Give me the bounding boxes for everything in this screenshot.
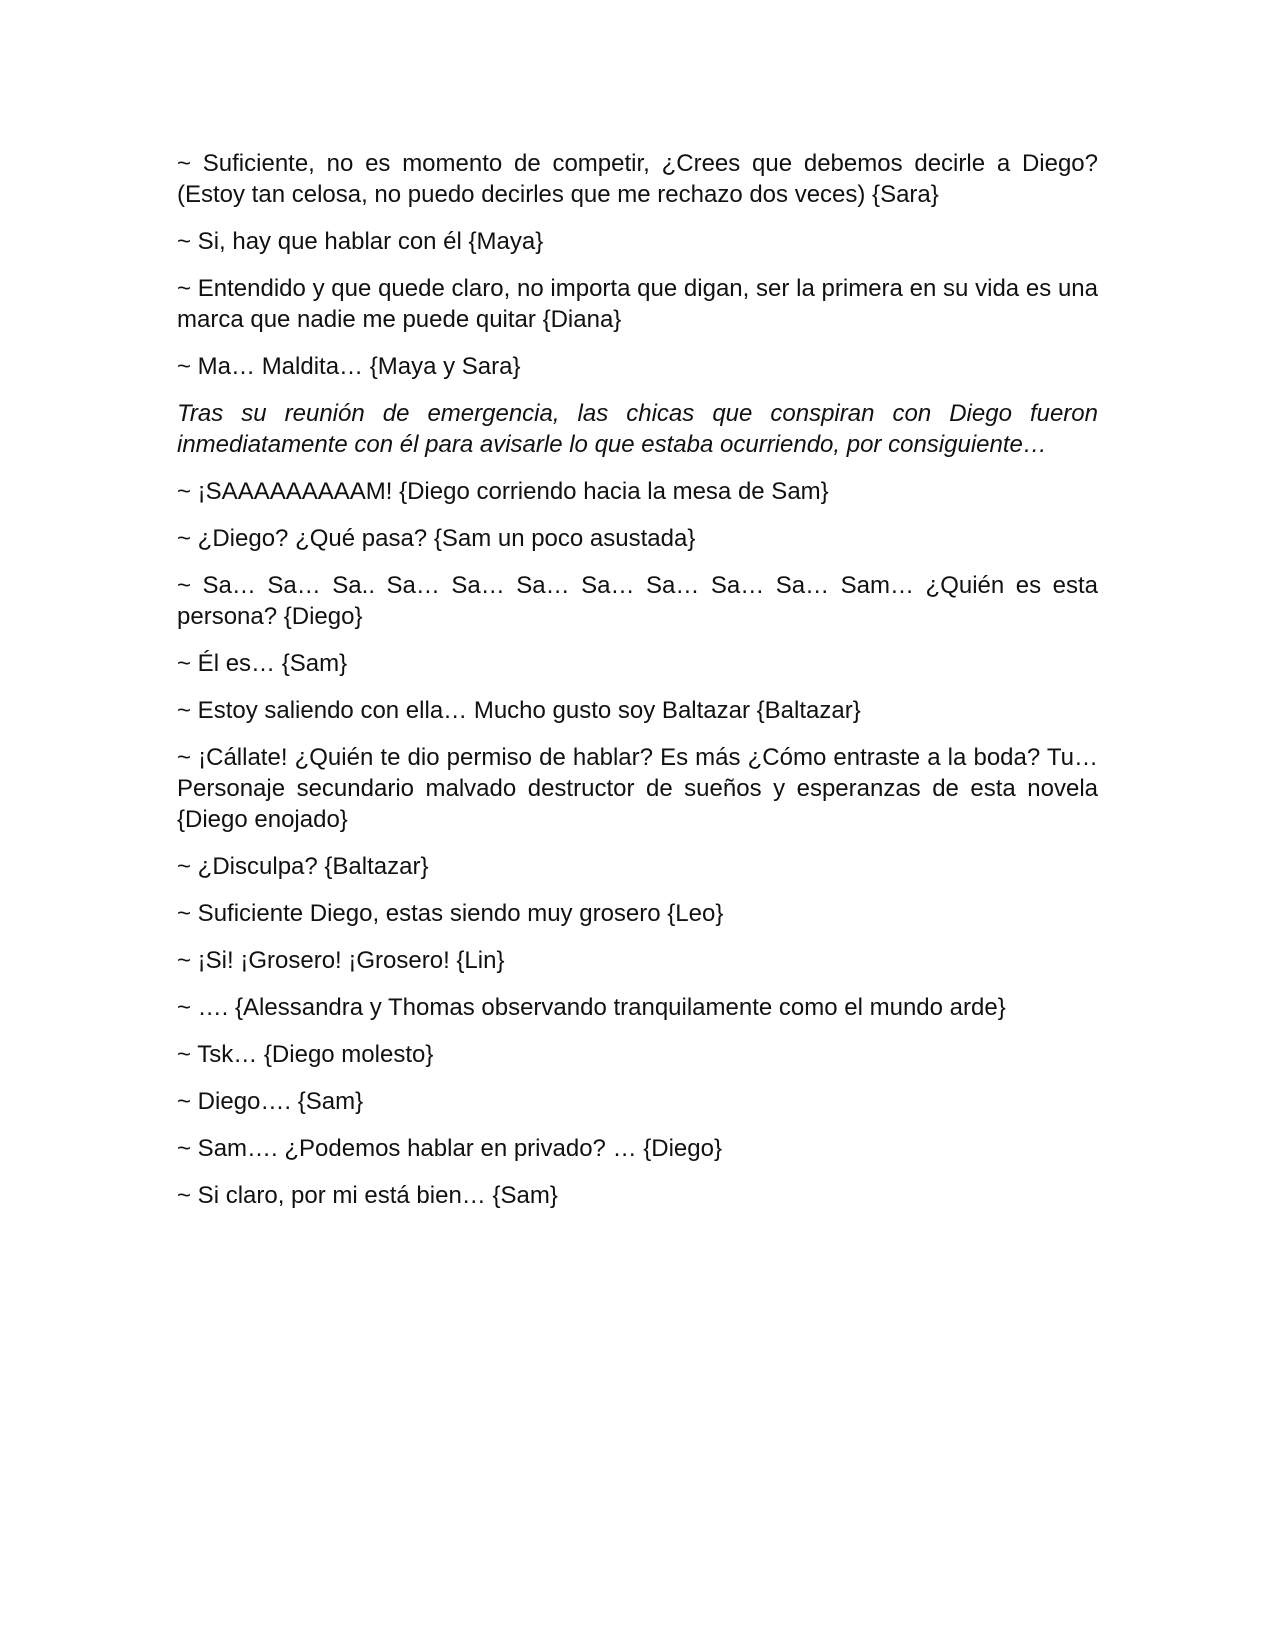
dialogue-line: ~ Sa… Sa… Sa.. Sa… Sa… Sa… Sa… Sa… Sa… Sa… Sam… ¿Quién es esta persona? {Diego} bbox=[177, 572, 1098, 630]
dialogue-line: ~ Tsk… {Diego molesto} bbox=[177, 1041, 434, 1068]
dialogue-line: ~ Suficiente Diego, estas siendo muy grosero {Leo} bbox=[177, 900, 724, 927]
dialogue-line: ~ ¿Diego? ¿Qué pasa? {Sam un poco asustada} bbox=[177, 525, 696, 552]
dialogue-line: ~ Él es… {Sam} bbox=[177, 650, 348, 677]
dialogue-line: ~ Ma… Maldita… {Maya y Sara} bbox=[177, 353, 521, 380]
dialogue-line: ~ Sam…. ¿Podemos hablar en privado? … {Diego} bbox=[177, 1135, 722, 1162]
dialogue-line: ~ Suficiente, no es momento de competir, ¿Crees que debemos decirle a Diego? (Estoy tan celosa, no puedo decirles que me rechazo dos veces) {Sara} bbox=[177, 150, 1098, 208]
dialogue-line: ~ …. {Alessandra y Thomas observando tranquilamente como el mundo arde} bbox=[177, 994, 1006, 1021]
document-body bbox=[177, 148, 1098, 1227]
dialogue-line: ~ Estoy saliendo con ella… Mucho gusto soy Baltazar {Baltazar} bbox=[177, 697, 861, 724]
dialogue-line: ~ ¡Cállate! ¿Quién te dio permiso de hablar? Es más ¿Cómo entraste a la boda? Tu… Personaje secundario malvado destructor de sueños y esperanzas de esta novela {Diego enojado} bbox=[177, 744, 1098, 833]
narration-paragraph: Tras su reunión de emergencia, las chicas que conspiran con Diego fueron inmediatamente con él para avisarle lo que estaba ocurriendo, por consiguiente… bbox=[177, 400, 1098, 458]
dialogue-line: ~ Si, hay que hablar con él {Maya} bbox=[177, 228, 544, 255]
dialogue-line: ~ Entendido y que quede claro, no importa que digan, ser la primera en su vida es una marca que nadie me puede quitar {Diana} bbox=[177, 275, 1098, 333]
dialogue-line: ~ ¿Disculpa? {Baltazar} bbox=[177, 853, 429, 880]
dialogue-line: ~ ¡Si! ¡Grosero! ¡Grosero! {Lin} bbox=[177, 947, 505, 974]
dialogue-line: ~ ¡SAAAAAAAAAM! {Diego corriendo hacia la mesa de Sam} bbox=[177, 478, 829, 505]
dialogue-line: ~ Diego…. {Sam} bbox=[177, 1088, 364, 1115]
dialogue-line: ~ Si claro, por mi está bien… {Sam} bbox=[177, 1182, 558, 1209]
